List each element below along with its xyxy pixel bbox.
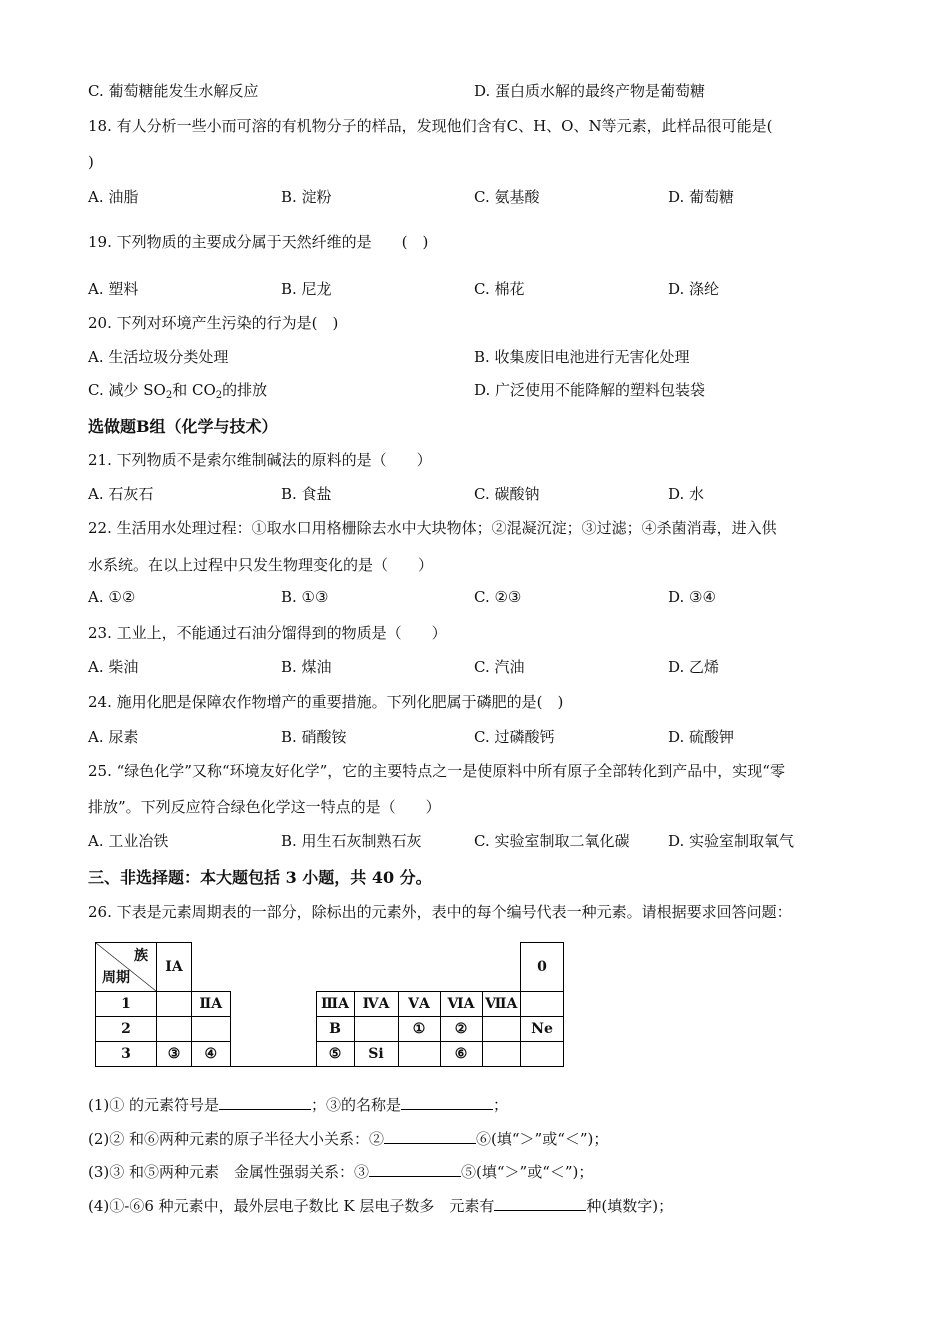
q22-option-b: B. ①③ bbox=[281, 588, 329, 606]
q24-stem: 24. 施用化肥是保障农作物增产的重要措施。下列化肥属于磷肥的是( ) bbox=[88, 693, 564, 711]
q18-option-b: B. 淀粉 bbox=[281, 188, 332, 206]
q20-option-a: A. 生活垃圾分类处理 bbox=[88, 348, 229, 366]
q20-option-c: C. 减少 $SO_2$和 $CO_2$的排放 bbox=[88, 381, 268, 401]
answer-blank-3[interactable] bbox=[384, 1129, 476, 1144]
q23-option-b: B. 煤油 bbox=[281, 658, 332, 676]
q18-stem-cont: ) bbox=[88, 153, 94, 171]
element-ne: Ne bbox=[521, 1017, 564, 1042]
group-ia-header: ⅠA bbox=[157, 943, 192, 992]
q23-option-d: D. 乙烯 bbox=[668, 658, 720, 676]
element-3: ③ bbox=[157, 1042, 192, 1067]
q22-option-c: C. ②③ bbox=[474, 588, 522, 606]
section-b-heading: 选做题B组（化学与技术） bbox=[88, 417, 278, 436]
element-si: Si bbox=[354, 1042, 398, 1067]
q20-stem: 20. 下列对环境产生污染的行为是( ) bbox=[88, 314, 339, 332]
q18-stem: 18. 有人分析一些小而可溶的有机物分子的样品，发现他们含有C、H、O、N等元素，此样品很可能是( bbox=[88, 117, 773, 135]
q19-option-d: D. 涤纶 bbox=[668, 280, 720, 298]
section-3-heading: 三、非选择题：本大题包括 3 小题，共 40 分。 bbox=[88, 868, 432, 887]
answer-blank-5[interactable] bbox=[494, 1196, 586, 1211]
q21-stem: 21. 下列物质不是索尔维制碱法的原料的是（ ） bbox=[88, 451, 432, 469]
element-1: ① bbox=[398, 1017, 440, 1042]
period-2-label: 2 bbox=[96, 1017, 157, 1042]
element-6: ⑥ bbox=[440, 1042, 482, 1067]
q25-option-b: B. 用生石灰制熟石灰 bbox=[281, 832, 422, 850]
q21-option-a: A. 石灰石 bbox=[88, 485, 154, 503]
q22-stem-cont: 水系统。在以上过程中只发生物理变化的是（ ） bbox=[88, 556, 434, 574]
q26-stem: 26. 下表是元素周期表的一部分，除标出的元素外，表中的每个编号代表一种元素。请根据要求回答问题： bbox=[88, 903, 792, 921]
group-0-header: 0 bbox=[521, 943, 564, 992]
group-iva-header: ⅣA bbox=[354, 992, 398, 1017]
q21-option-d: D. 水 bbox=[668, 485, 705, 503]
q24-option-b: B. 硝酸铵 bbox=[281, 728, 347, 746]
q22-stem: 22. 生活用水处理过程：①取水口用格栅除去水中大块物体；②混凝沉淀；③过滤；④杀菌消毒，进入供 bbox=[88, 519, 777, 537]
group-via-header: ⅥA bbox=[440, 992, 482, 1017]
group-va-header: ⅤA bbox=[398, 992, 440, 1017]
q22-option-a: A. ①② bbox=[88, 588, 136, 606]
q20-option-d: D. 广泛使用不能降解的塑料包装袋 bbox=[474, 381, 706, 399]
q17-option-c: C. 葡萄糖能发生水解反应 bbox=[88, 82, 259, 100]
q25-stem-cont: 排放”。下列反应符合绿色化学这一特点的是（ ） bbox=[88, 798, 441, 816]
q26-sub1: (1)① 的元素符号是 ；③的名称是 ； bbox=[88, 1096, 509, 1114]
q24-option-d: D. 硫酸钾 bbox=[668, 728, 735, 746]
q23-option-a: A. 柴油 bbox=[88, 658, 139, 676]
table-corner: 族 周期 bbox=[96, 943, 157, 992]
q18-option-c: C. 氨基酸 bbox=[474, 188, 540, 206]
q24-option-a: A. 尿素 bbox=[88, 728, 139, 746]
q19-option-a: A. 塑料 bbox=[88, 280, 139, 298]
q19-option-b: B. 尼龙 bbox=[281, 280, 332, 298]
element-4: ④ bbox=[192, 1042, 231, 1067]
q18-option-d: D. 葡萄糖 bbox=[668, 188, 735, 206]
q23-option-c: C. 汽油 bbox=[474, 658, 525, 676]
period-1-label: 1 bbox=[96, 992, 157, 1017]
q20-option-b: B. 收集废旧电池进行无害化处理 bbox=[474, 348, 690, 366]
q26-sub4: (4)①-⑥6 种元素中，最外层电子数比 K 层电子数多 元素有 种(填数字)； bbox=[88, 1197, 674, 1215]
element-5: ⑤ bbox=[316, 1042, 354, 1067]
period-3-label: 3 bbox=[96, 1042, 157, 1067]
periodic-table bbox=[95, 942, 564, 1067]
q17-option-d: D. 蛋白质水解的最终产物是葡萄糖 bbox=[474, 82, 706, 100]
q18-option-a: A. 油脂 bbox=[88, 188, 139, 206]
q24-option-c: C. 过磷酸钙 bbox=[474, 728, 555, 746]
q26-sub3: (3)③ 和⑤两种元素 金属性强弱关系：③ ⑤(填“＞”或“＜”)； bbox=[88, 1163, 594, 1181]
q25-option-d: D. 实验室制取氧气 bbox=[668, 832, 795, 850]
group-iiia-header: ⅢA bbox=[316, 992, 354, 1017]
q22-option-d: D. ③④ bbox=[668, 588, 716, 606]
q19-stem: 19. 下列物质的主要成分属于天然纤维的是 ( ) bbox=[88, 233, 429, 251]
q25-stem: 25. “绿色化学”又称“环境友好化学”，它的主要特点之一是使原料中所有原子全部转化到产品中，实现“零 bbox=[88, 762, 785, 780]
q25-option-c: C. 实验室制取二氧化碳 bbox=[474, 832, 630, 850]
q21-option-b: B. 食盐 bbox=[281, 485, 332, 503]
q26-sub2: (2)② 和⑥两种元素的原子半径大小关系：② ⑥(填“＞”或“＜”)； bbox=[88, 1130, 609, 1148]
element-2: ② bbox=[440, 1017, 482, 1042]
q23-stem: 23. 工业上，不能通过石油分馏得到的物质是（ ） bbox=[88, 624, 447, 642]
q21-option-c: C. 碳酸钠 bbox=[474, 485, 540, 503]
answer-blank-2[interactable] bbox=[401, 1095, 493, 1110]
group-viia-header: ⅦA bbox=[482, 992, 521, 1017]
q19-option-c: C. 棉花 bbox=[474, 280, 525, 298]
q25-option-a: A. 工业冶铁 bbox=[88, 832, 169, 850]
answer-blank-1[interactable] bbox=[219, 1095, 311, 1110]
answer-blank-4[interactable] bbox=[369, 1162, 461, 1177]
element-b: B bbox=[316, 1017, 354, 1042]
group-iia-header: ⅡA bbox=[192, 992, 231, 1017]
